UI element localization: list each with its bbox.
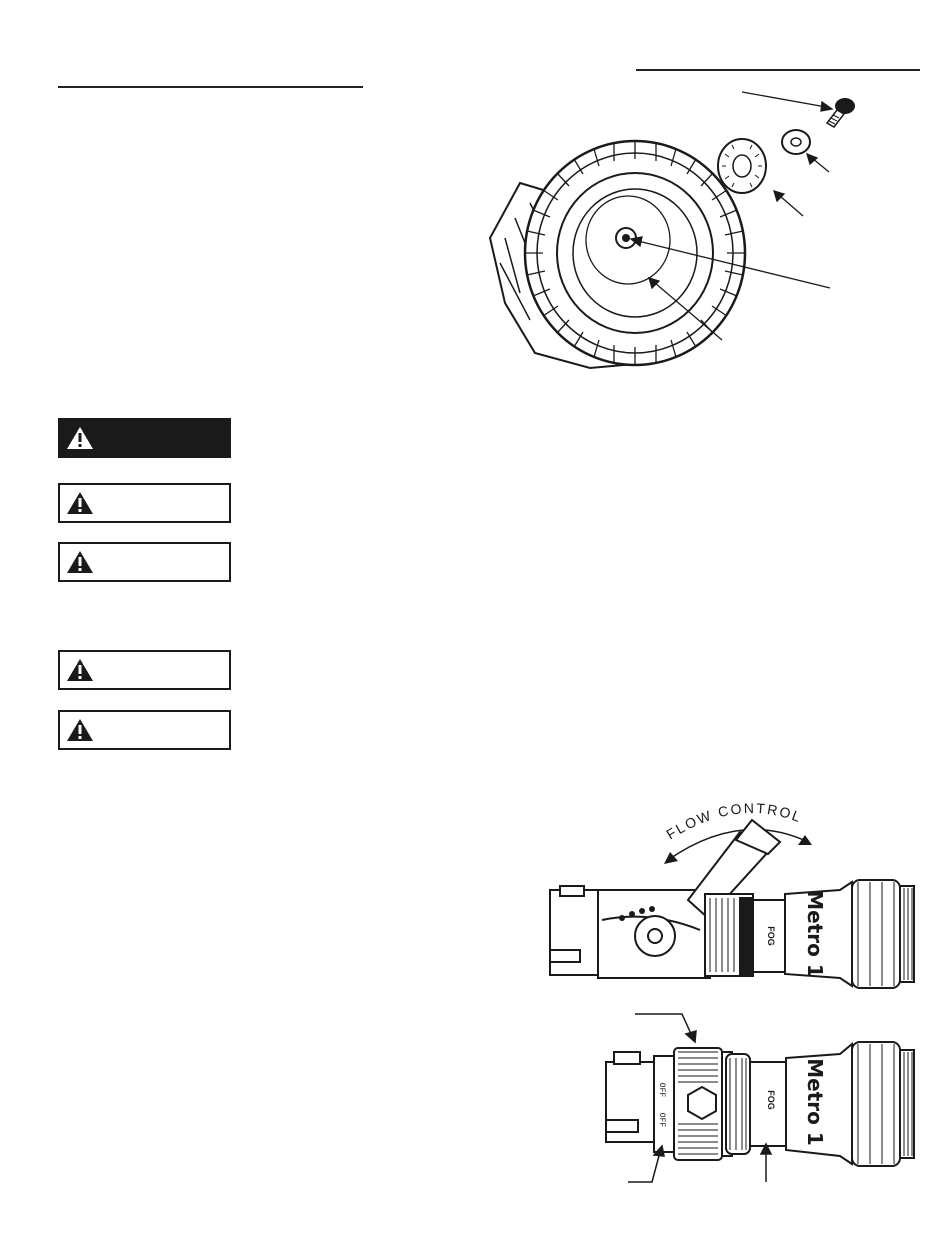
flow-control-label xyxy=(663,800,804,843)
warning-label-3 xyxy=(58,650,231,690)
header-rule-left xyxy=(58,86,363,88)
off-label-2: OFF xyxy=(657,1112,666,1128)
warning-label-4 xyxy=(58,710,231,750)
warning-triangle-icon xyxy=(66,718,94,742)
warning-label-2 xyxy=(58,542,231,582)
nozzle-tip-exploded-figure xyxy=(460,88,880,378)
off-label-1: OFF xyxy=(657,1082,666,1098)
header-rule-right xyxy=(636,69,920,71)
fog-label-lower: FOG xyxy=(766,1090,776,1110)
warning-triangle-icon xyxy=(66,426,94,450)
warning-triangle-icon xyxy=(66,491,94,515)
fog-label-upper: FOG xyxy=(766,926,776,946)
warning-triangle-icon xyxy=(66,658,94,682)
brand-label-lower: Metro 1 xyxy=(803,1058,827,1146)
warning-triangle-icon xyxy=(66,550,94,574)
brand-label-upper: Metro 1 xyxy=(803,890,827,978)
danger-label xyxy=(58,418,231,458)
flow-control-label-path: FLOW CONTROL xyxy=(663,799,805,843)
warning-label-1 xyxy=(58,483,231,523)
nozzle-flow-control-figure xyxy=(540,790,920,1190)
